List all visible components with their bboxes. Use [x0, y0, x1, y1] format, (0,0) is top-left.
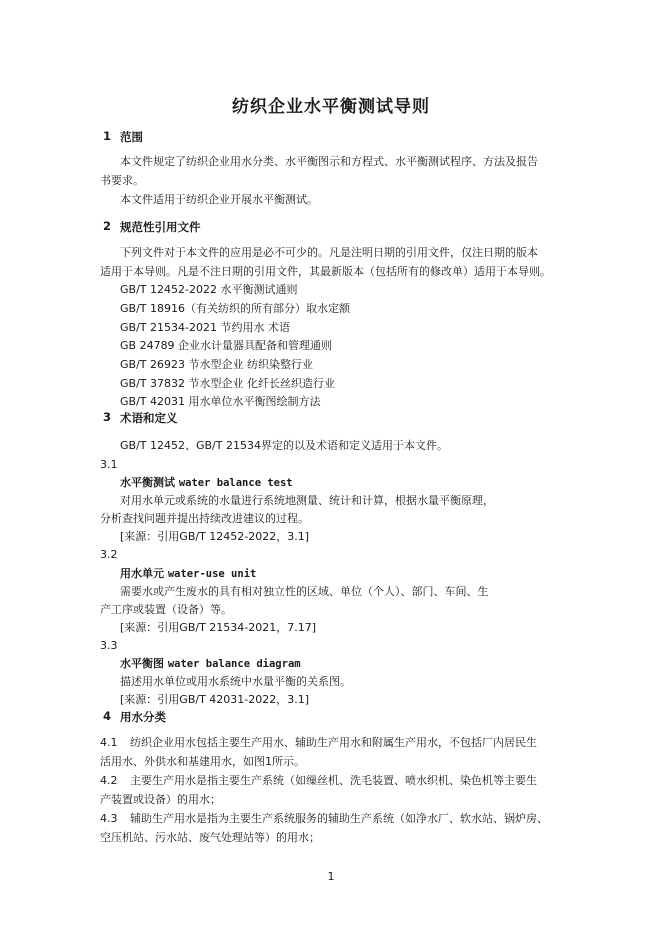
- section-1-heading: 范围: [120, 130, 143, 144]
- term-zh: 水平衡测试: [120, 476, 175, 489]
- section-3-intro: GB/T 12452、GB/T 21534界定的以及术语和定义适用于本文件。: [120, 439, 448, 452]
- term-definition-line1: 描述用水单位或用水系统中水量平衡的关系图。: [120, 675, 351, 688]
- reference-item: GB/T 12452-2022 水平衡测试通则: [120, 283, 298, 296]
- section-2-number: 2: [103, 219, 112, 233]
- clause-number: 4.2: [100, 774, 118, 787]
- section-2-para-line1: 下列文件对于本文件的应用是必不可少的。凡是注明日期的引用文件，仅注日期的版本: [120, 246, 538, 259]
- term-definition-line2: 分析查找问题并提出持续改进建议的过程。: [100, 512, 309, 525]
- term-definition-line2: 产工序或装置（设备）等。: [100, 603, 232, 616]
- reference-item: GB/T 21534-2021 节约用水 术语: [120, 321, 290, 334]
- section-3-number: 3: [103, 410, 112, 424]
- document-title: 纺织企业水平衡测试导则: [232, 97, 430, 117]
- term-zh: 水平衡图: [120, 657, 164, 670]
- section-4-heading: 用水分类: [120, 710, 166, 724]
- section-4-number: 4: [103, 709, 112, 723]
- term-source: [来源：引用GB/T 12452-2022，3.1]: [120, 530, 310, 543]
- term-source: [来源：引用GB/T 42031-2022，3.1]: [120, 693, 310, 706]
- reference-item: GB 24789 企业水计量器具配备和管理通则: [120, 339, 333, 352]
- reference-item: GB/T 18916（有关纺织的所有部分）取水定额: [120, 302, 350, 315]
- term-number: 3.2: [100, 548, 118, 561]
- term-definition-line1: 对用水单元或系统的水量进行系统地测量、统计和计算，根据水量平衡原理，: [120, 494, 494, 507]
- term-zh: 用水单元: [120, 567, 164, 580]
- term-heading: [120, 565, 256, 581]
- clause-line1: 主要生产用水是指主要生产系统（如缫丝机、洗毛装置、喷水织机、染色机等主要生: [130, 774, 537, 787]
- section-1-para1-line2: 书要求。: [100, 174, 144, 187]
- term-heading: [120, 474, 293, 490]
- term-source: [来源：引用GB/T 21534-2021，7.17]: [120, 621, 317, 634]
- section-3-heading: 术语和定义: [120, 411, 178, 425]
- clause-line2: 活用水、外供水和基建用水，如图1所示。: [100, 755, 305, 768]
- clause-line2: 空压机站、污水站、废气处理站等）的用水；: [100, 831, 320, 844]
- clause-line1: 辅助生产用水是指为主要生产系统服务的辅助生产系统（如净水厂、软水站、锅炉房、: [130, 812, 548, 825]
- section-1-number: 1: [103, 129, 112, 143]
- section-1-para2: 本文件适用于纺织企业开展水平衡测试。: [120, 193, 318, 206]
- term-en: water balance test: [178, 477, 293, 489]
- section-2-para-line2: 适用于本导则。凡是不注日期的引用文件，其最新版本（包括所有的修改单）适用于本导则。: [100, 265, 551, 278]
- term-en: water balance diagram: [167, 658, 301, 670]
- term-en: water-use unit: [167, 568, 257, 580]
- section-2-heading: 规范性引用文件: [120, 220, 201, 234]
- term-definition-line1: 需要水或产生废水的具有相对独立性的区域、单位（个人）、部门、车间、生: [120, 585, 489, 598]
- reference-item: GB/T 26923 节水型企业 纺织染整行业: [120, 358, 313, 371]
- clause-line1: 纺织企业用水包括主要生产用水、辅助生产用水和附属生产用水，不包括厂内居民生: [130, 736, 537, 749]
- section-1-para1-line1: 本文件规定了纺织企业用水分类、水平衡图示和方程式、水平衡测试程序、方法及报告: [120, 155, 538, 168]
- term-heading: [120, 655, 301, 671]
- reference-item: GB/T 37832 节水型企业 化纤长丝织造行业: [120, 377, 335, 390]
- term-number: 3.1: [100, 458, 118, 471]
- clause-number: 4.3: [100, 812, 118, 825]
- page-number: 1: [327, 870, 335, 883]
- clause-number: 4.1: [100, 736, 118, 749]
- term-number: 3.3: [100, 639, 118, 652]
- reference-item: GB/T 42031 用水单位水平衡图绘制方法: [120, 395, 321, 408]
- clause-line2: 产装置或设备）的用水；: [100, 793, 221, 806]
